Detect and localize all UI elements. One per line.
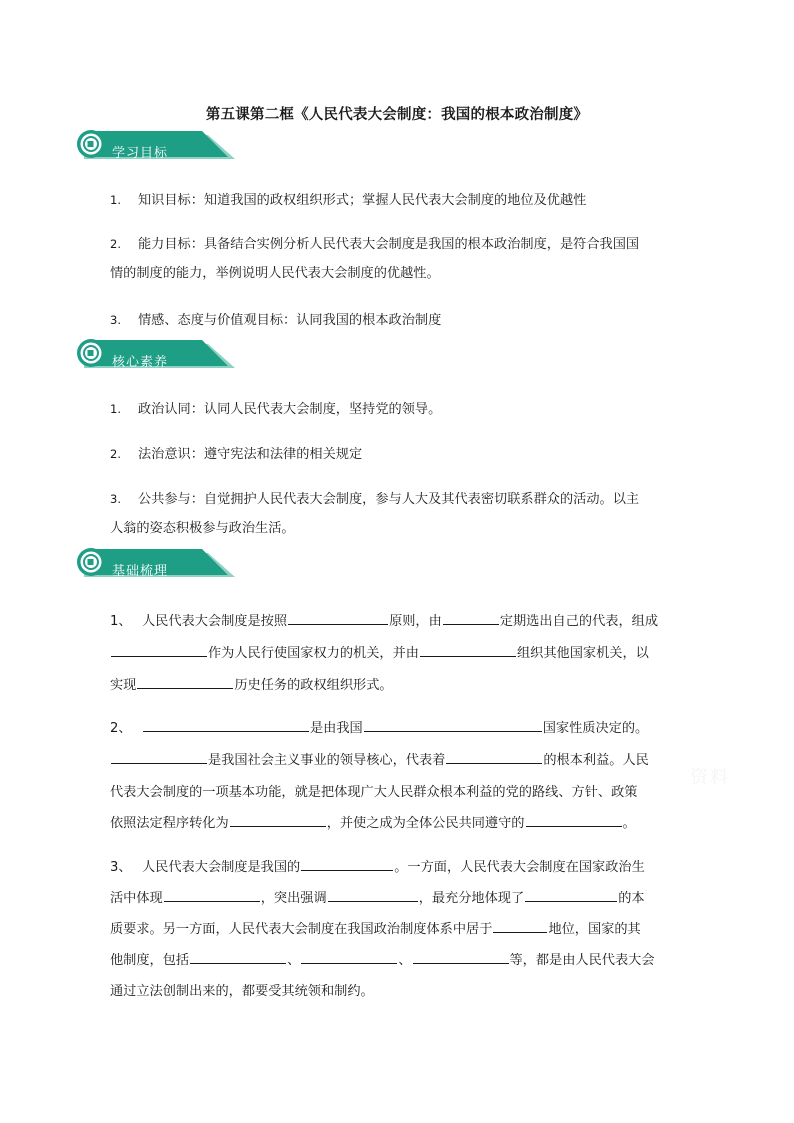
list-item [110,230,690,288]
list-item [110,395,685,424]
question-2-line-3 [110,781,638,800]
section-banner-learning-goals [70,127,250,167]
answer-blank[interactable] [288,610,388,625]
answer-blank[interactable] [493,918,547,933]
question-text: 地位，国家的其 [548,922,641,937]
answer-blank[interactable] [301,949,397,964]
question-text: 实现 [110,678,137,693]
answer-blank[interactable] [526,812,622,827]
answer-blank[interactable] [230,812,326,827]
question-text: 代表大会制度的一项基本功能，就是把体现广大人民群众根本利益的党的路线、方针、政策 [110,785,638,800]
item-number: 2. [110,447,121,461]
question-2-line-2 [110,749,649,768]
question-text: 定期选出自己的代表，组成 [499,614,659,629]
question-number: 3、 [110,860,132,875]
question-3-line-3 [110,918,641,937]
question-text: 是由我国 [310,721,363,736]
question-text: 的本 [618,891,645,906]
question-text: 、 [287,953,301,968]
question-1-line-2 [110,642,649,661]
list-item [110,440,685,469]
document-title: 第五课第二框《人民代表大会制度：我国的根本政治制度》 [205,107,589,123]
question-text: 。 [622,816,636,831]
item-text-continued: 情的制度的能力，举例说明人民代表大会制度的优越性。 [110,266,440,281]
answer-blank[interactable] [190,949,286,964]
question-text: 是我国社会主义事业的领导核心，代表着 [208,753,446,768]
question-text: ，突出强调 [260,891,327,906]
question-1-line-3 [110,674,393,693]
question-text: 。一方面，人民代表大会制度在国家政治生 [394,860,645,875]
question-1-line-1 [110,610,658,629]
question-text: 组织其他国家机关，以 [517,646,649,661]
item-number: 3. [110,492,121,506]
question-text: ，最充分地体现了 [418,891,525,906]
item-text: 政治认同：认同人民代表大会制度，坚持党的领导。 [138,402,442,417]
section-heading: 核心素养 [112,355,169,370]
answer-blank[interactable] [137,674,233,689]
question-text: 、 [398,953,412,968]
item-text: 知识目标：知道我国的政权组织形式；掌握人民代表大会制度的地位及优越性 [138,193,587,208]
list-item [110,306,685,335]
item-text: 法治意识：遵守宪法和法律的相关规定 [138,447,363,462]
section-heading: 学习目标 [112,146,169,161]
answer-blank[interactable] [164,887,260,902]
question-text: 通过立法创制出来的，都要受其统领和制约。 [110,984,374,999]
question-3-line-4 [110,949,655,968]
question-text: 他制度，包括 [110,953,190,968]
section-heading: 基础梳理 [112,564,169,579]
item-text-continued: 人翁的姿态积极参与政治生活。 [110,521,295,536]
section-banner-core-literacy [70,336,250,376]
answer-blank[interactable] [364,717,542,732]
question-text: 质要求。另一方面，人民代表大会制度在我国政治制度体系中居于 [110,922,493,937]
question-text: 活中体现 [110,891,163,906]
item-text: 能力目标：具备结合实例分析人民代表大会制度是我国的根本政治制度，是符合我国国 [138,237,640,252]
item-number: 3. [110,313,121,327]
question-2-line-4 [110,812,636,831]
item-number: 2. [110,237,121,251]
question-text: 历史任务的政权组织形式。 [234,678,393,693]
question-text: 人民代表大会制度是按照 [142,614,288,629]
question-number: 1、 [110,614,132,629]
list-item [110,485,690,543]
answer-blank[interactable] [143,717,309,732]
question-text: 原则，由 [389,614,442,629]
answer-blank[interactable] [446,749,542,764]
question-3-line-5 [110,980,374,999]
question-text: 的根本利益。人民 [543,753,649,768]
list-item [110,186,685,215]
question-3-line-1 [110,856,645,875]
answer-blank[interactable] [111,749,207,764]
item-text: 公共参与：自觉拥护人民代表大会制度，参与人大及其代表密切联系群众的活动。以主 [138,492,640,507]
question-text: 等，都是由人民代表大会 [509,953,655,968]
question-number: 2、 [110,721,132,736]
answer-blank[interactable] [420,642,516,657]
question-2-line-1 [110,717,648,736]
section-banner-basic-review [70,545,250,585]
watermark: 资料 [690,767,730,788]
question-3-line-2 [110,887,645,906]
item-number: 1. [110,402,121,416]
answer-blank[interactable] [443,610,499,625]
question-text: 作为人民行使国家权力的机关，并由 [208,646,419,661]
answer-blank[interactable] [413,949,509,964]
question-text: ，并使之成为全体公民共同遵守的 [326,816,525,831]
question-text: 人民代表大会制度是我国的 [142,860,301,875]
question-text: 依照法定程序转化为 [110,816,229,831]
question-text: 国家性质决定的。 [542,721,649,736]
answer-blank[interactable] [301,856,393,871]
answer-blank[interactable] [111,642,207,657]
item-text: 情感、态度与价值观目标：认同我国的根本政治制度 [138,313,442,328]
item-number: 1. [110,193,121,207]
answer-blank[interactable] [328,887,418,902]
answer-blank[interactable] [525,887,617,902]
